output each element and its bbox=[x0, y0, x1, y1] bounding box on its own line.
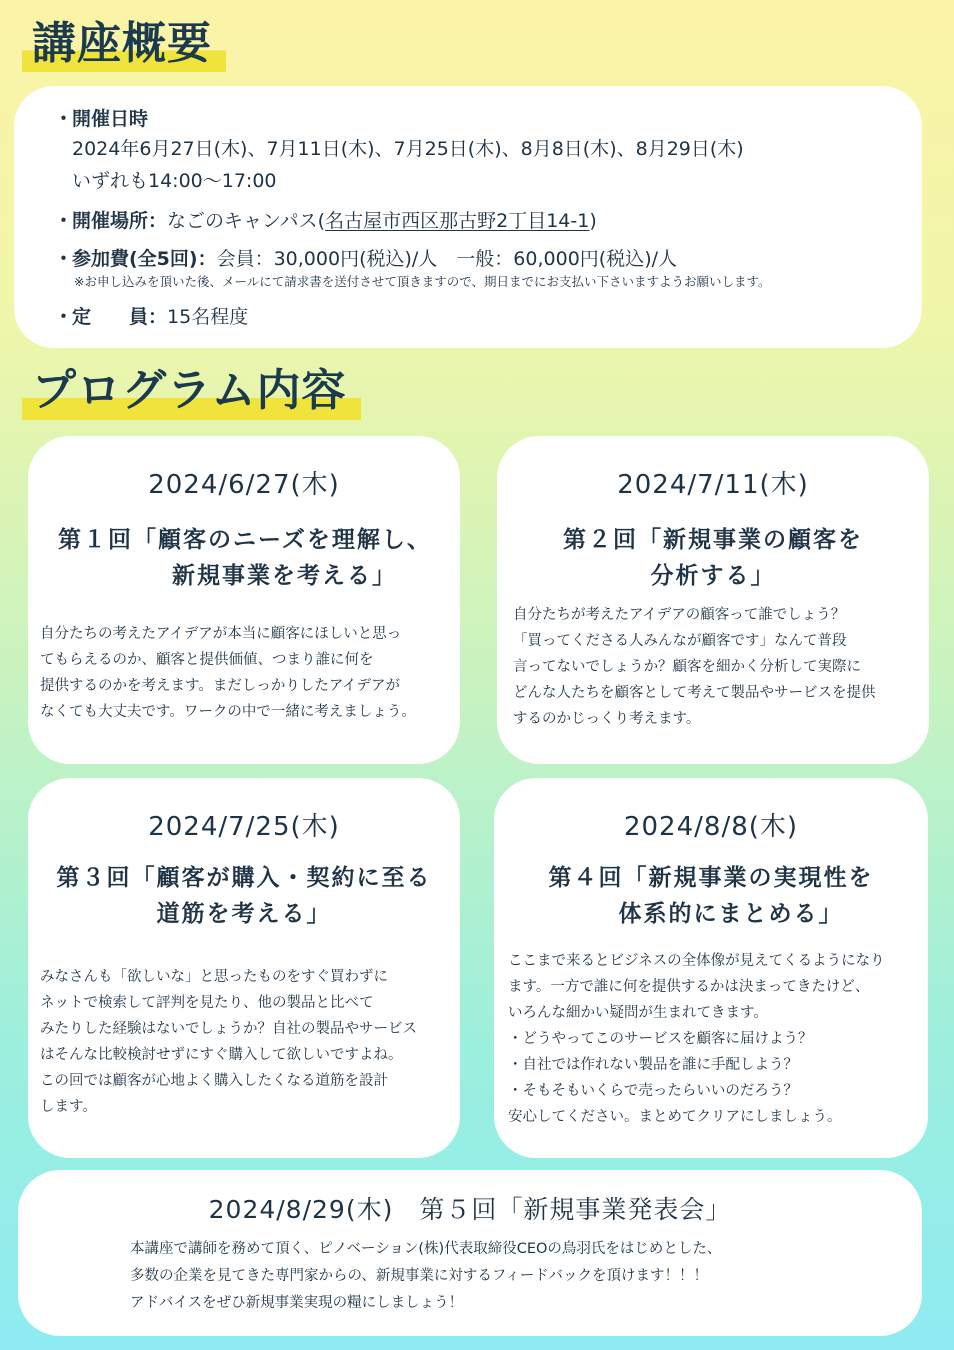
description-line: ・自社では作れない製品を誰に手配しよう？ bbox=[508, 1057, 798, 1073]
description-line: 提供するのかを考えます。まだしっかりしたアイデアが bbox=[40, 678, 401, 694]
session-title bbox=[28, 522, 460, 594]
bullet: ・ bbox=[54, 108, 74, 130]
session-card-1 bbox=[28, 436, 460, 764]
place-label: 開催場所： bbox=[72, 210, 168, 232]
session-date: 2024/6/27(木) bbox=[148, 470, 340, 500]
fee-label: 参加費(全5回)： bbox=[72, 248, 217, 270]
session-title bbox=[494, 860, 928, 932]
place-row bbox=[54, 206, 597, 233]
dates-text: 2024年6月27日(木)、7月11日(木)、7月25日(木)、8月8日(木)、8月29日(木) bbox=[72, 138, 744, 160]
description-line: どんな人たちを顧客として考えて製品やサービスを提供 bbox=[513, 685, 876, 701]
final-session-description bbox=[130, 1236, 721, 1317]
session-card-2 bbox=[497, 436, 929, 764]
date-label: 開催日時 bbox=[72, 108, 149, 130]
program-heading: プログラム内容 bbox=[22, 362, 361, 420]
place-address-link[interactable]: 名古屋市西区那古野2丁目14-1 bbox=[325, 210, 590, 232]
description-line: ・そもそもいくらで売ったらいいのだろう？ bbox=[508, 1083, 798, 1099]
description-line: ネットで検索して評判を見たり、他の製品と比べて bbox=[40, 995, 374, 1011]
description-line: アドバイスをぜひ新規事業実現の糧にしましょう！ bbox=[130, 1295, 464, 1311]
description-line: 本講座で講師を務めて頂く、ピノベーション(株)代表取締役CEOの鳥羽氏をはじめとした、 bbox=[130, 1241, 722, 1257]
bullet: ・ bbox=[54, 248, 74, 270]
date-row bbox=[54, 104, 148, 131]
session-title-line: 体系的にまとめる」 bbox=[618, 901, 844, 927]
description-line: するのかじっくり考えます。 bbox=[513, 711, 701, 727]
description-line: 安心してください。まとめてクリアにしましょう。 bbox=[508, 1109, 842, 1125]
description-line: 自分たちの考えたアイデアが本当に顧客にほしいと思っ bbox=[40, 626, 402, 642]
session-date: 2024/8/8(木) bbox=[623, 812, 799, 842]
description-line: 自分たちが考えたアイデアの顧客って誰でしょう？ bbox=[513, 607, 846, 623]
session-title-line: 第４回「新規事業の実現性を bbox=[548, 865, 874, 891]
description-line: ・どうやってこのサービスを顧客に届けよう？ bbox=[508, 1031, 813, 1047]
description-line: 多数の企業を見てきた専門家からの、新規事業に対するフィードバックを頂けます！！！ bbox=[130, 1268, 708, 1284]
description-line: みなさんも「欲しいな」と思ったものをすぐ買わずに bbox=[40, 969, 388, 985]
bullet: ・ bbox=[54, 210, 74, 232]
description-line: いろんな細かい疑問が生まれてきます。 bbox=[508, 1005, 768, 1021]
overview-heading: 講座概要 bbox=[22, 16, 226, 72]
capacity-label: 定 員： bbox=[72, 306, 168, 328]
final-session-heading: 2024/8/29(木) 第５回「新規事業発表会」 bbox=[208, 1195, 732, 1224]
bullet: ・ bbox=[54, 306, 74, 328]
session-date: 2024/7/25(木) bbox=[148, 812, 340, 842]
session-title-line: 分析する」 bbox=[650, 563, 776, 589]
description-line: この回では顧客が心地よく購入したくなる道筋を設計 bbox=[40, 1073, 388, 1089]
description-line: します。 bbox=[40, 1099, 97, 1115]
overview-card bbox=[14, 86, 922, 348]
description-line: なくても大丈夫です。ワークの中で一緒に考えましょう。 bbox=[40, 704, 416, 720]
description-line: ここまで来るとビジネスの全体像が見えてくるようになり bbox=[508, 953, 885, 969]
session-title-line: 道筋を考える」 bbox=[156, 901, 332, 927]
session-title-line: 新規事業を考える」 bbox=[172, 563, 397, 589]
session-description bbox=[513, 602, 876, 732]
description-line: みたりした経験はないでしょうか？自社の製品やサービス bbox=[40, 1021, 417, 1037]
session-title bbox=[497, 522, 929, 594]
fee-note: ※お申し込みを頂いた後、メールにて請求書を送付させて頂きますので、期日までにお支払い下さいますようお願いします。 bbox=[74, 274, 771, 289]
session-title-line: 第３回「顧客が購入・契約に至る bbox=[56, 865, 432, 891]
place-name: なごのキャンパス( bbox=[167, 210, 326, 232]
session-title bbox=[28, 860, 460, 932]
session-card-3 bbox=[28, 778, 460, 1158]
description-line: てもらえるのか、顧客と提供価値、つまり誰に何を bbox=[40, 652, 374, 668]
capacity-value: 15名程度 bbox=[167, 306, 249, 328]
session-title-line: 第１回「顧客のニーズを理解し、 bbox=[58, 527, 432, 553]
fee-value: 会員：30,000円(税込)/人 一般：60,000円(税込)/人 bbox=[216, 248, 678, 270]
session-title-line: 第２回「新規事業の顧客を bbox=[563, 527, 863, 553]
capacity-row bbox=[54, 302, 248, 329]
description-line: ます。一方で誰に何を提供するかは決まってきたけど、 bbox=[508, 979, 870, 995]
session-card-5 bbox=[18, 1170, 922, 1336]
session-date: 2024/7/11(木) bbox=[617, 470, 809, 500]
description-line: 言ってないでしょうか？顧客を細かく分析して実際に bbox=[513, 659, 861, 675]
place-close: ) bbox=[589, 210, 597, 232]
fee-row bbox=[54, 244, 677, 271]
time-text: いずれも14:00〜17:00 bbox=[72, 170, 277, 192]
description-line: はそんな比較検討せずにすぐ購入して欲しいですよね。 bbox=[40, 1047, 403, 1063]
session-card-4 bbox=[494, 778, 928, 1158]
session-description bbox=[508, 948, 885, 1130]
session-description bbox=[40, 621, 416, 725]
description-line: 「買ってくださる人みんなが顧客です」なんて普段 bbox=[513, 633, 847, 649]
session-description bbox=[40, 964, 417, 1120]
